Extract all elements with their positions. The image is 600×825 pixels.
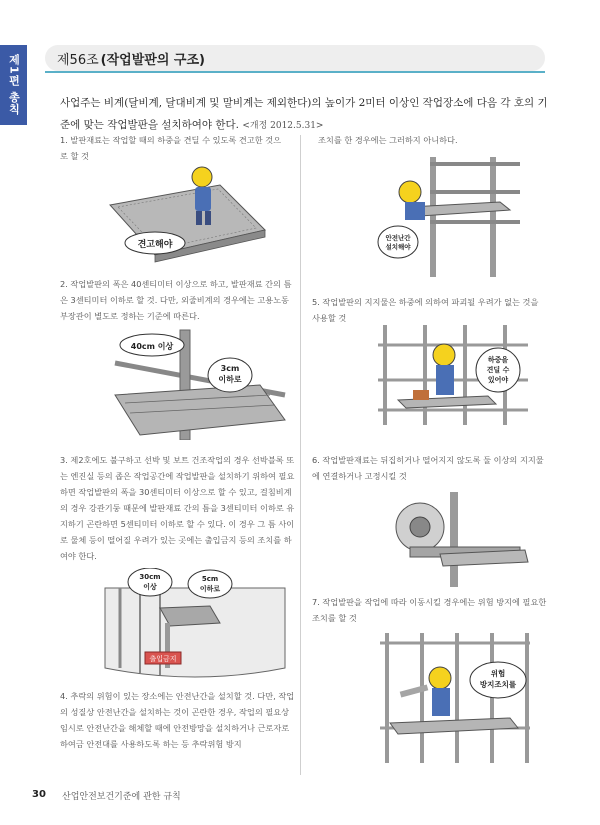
bubble-gap-1: 3cm (220, 364, 240, 373)
item-3: 3. 제2호에도 불구하고 선박 및 보트 건조작업의 경우 선박블록 또는 엔진실 등의 좁은 작업공간에 작업발판을 설치하기 위하여 필요하면 작업발판의 폭을 30센티미터 이상으로 할 수 있고, 걸침비계의 경우 강관기둥 때문에 발판재료 간의 틈을 3센티미터 이하로 유지하기 곤란하면 5센티미터 이하로 할 수 있다. 이 경우 그 틈 사이로 물체 등이 떨어질 우려가 있는 곳에는 출입금지 등의 조치를 하여야 한다. (60, 455, 295, 561)
item-4-continued: 조치를 한 경우에는 그러하지 아니하다. (318, 135, 458, 145)
item-7: 7. 작업발판을 작업에 따라 이동시킬 경우에는 위험 방지에 필요한 조치를 할 것 (312, 597, 547, 623)
illustration-fixing-clamp (380, 492, 530, 587)
item-6: 6. 작업발판재료는 뒤집히거나 떨어지지 않도록 둘 이상의 지지물에 연결하거나 고정시킬 것 (312, 455, 544, 481)
heading-underline (45, 71, 545, 73)
revision-date: <개정 2012.5.31> (242, 121, 324, 131)
column-divider (300, 135, 301, 775)
bubble-ship-gap-2: 이하로 (199, 585, 221, 593)
bubble-rail-2: 설치해야 (385, 243, 411, 251)
bubble-ship-width-2: 이상 (143, 583, 157, 591)
article-name: (작업발판의 구조) (100, 52, 205, 68)
bubble-ship-gap-1: 5cm (201, 575, 219, 583)
page-number: 30 (32, 789, 46, 800)
illustration-safety-rail (370, 152, 530, 277)
illustration-supports (378, 320, 528, 425)
bubble-measure-1: 위험 (490, 669, 506, 678)
item-1: 1. 발판재료는 작업할 때의 하중을 견딜 수 있도록 견고한 것으로 할 것 (60, 135, 282, 161)
article-heading (45, 45, 545, 71)
item-5: 5. 작업발판의 지지물은 하중에 의하여 파괴될 우려가 없는 것을 사용할 것 (312, 297, 539, 323)
bubble-load-2: 견딜 수 (486, 366, 510, 374)
illustration-ship-block (100, 568, 290, 683)
bubble-ship-width-1: 30cm (139, 573, 161, 581)
illustration-moving-platform (380, 628, 530, 763)
bubble-load-3: 있어야 (487, 376, 509, 384)
bubble-width: 40cm 이상 (130, 342, 174, 351)
bubble-measure-2: 방지조치를 (479, 680, 517, 689)
bubble-rail-1: 안전난간 (385, 234, 411, 242)
illustration-sturdy-plank (100, 165, 280, 265)
bubble-gap-2: 이하로 (218, 375, 242, 384)
no-entry-sign: 출입금지 (149, 655, 177, 663)
intro-text: 사업주는 비계(달비계, 달대비계 및 말비계는 제외한다)의 높이가 2미터 이상인 작업장소에 다음 각 호의 기준에 맞는 작업발판을 설치하여야 한다. (60, 97, 548, 131)
article-number: 제56조 (57, 52, 99, 68)
bubble-sturdy: 견고해야 (137, 240, 173, 250)
item-4: 4. 추락의 위험이 있는 장소에는 안전난간을 설치할 것. 다만, 작업의 성질상 안전난간을 설치하는 것이 곤란한 경우, 작업의 필요상 임시로 안전난간을 해체할 때에 안전방망을 설치하거나 근로자로 하여금 안전대를 사용하도록 하는 등 추락위험 방지 (60, 691, 295, 749)
chapter-side-tab: 제1편 총칙 (0, 45, 27, 125)
illustration-width-gap (110, 325, 290, 440)
intro-paragraph (60, 92, 550, 137)
footer-title: 산업안전보건기준에 관한 규칙 (62, 792, 181, 802)
item-2: 2. 작업발판의 폭은 40센티미터 이상으로 하고, 발판재료 간의 틈은 3센티미터 이하로 할 것. 다만, 외줄비계의 경우에는 고용노동부장관이 별도로 정하는 기준에 따른다. (60, 279, 292, 321)
bubble-load-1: 하중을 (487, 356, 509, 364)
